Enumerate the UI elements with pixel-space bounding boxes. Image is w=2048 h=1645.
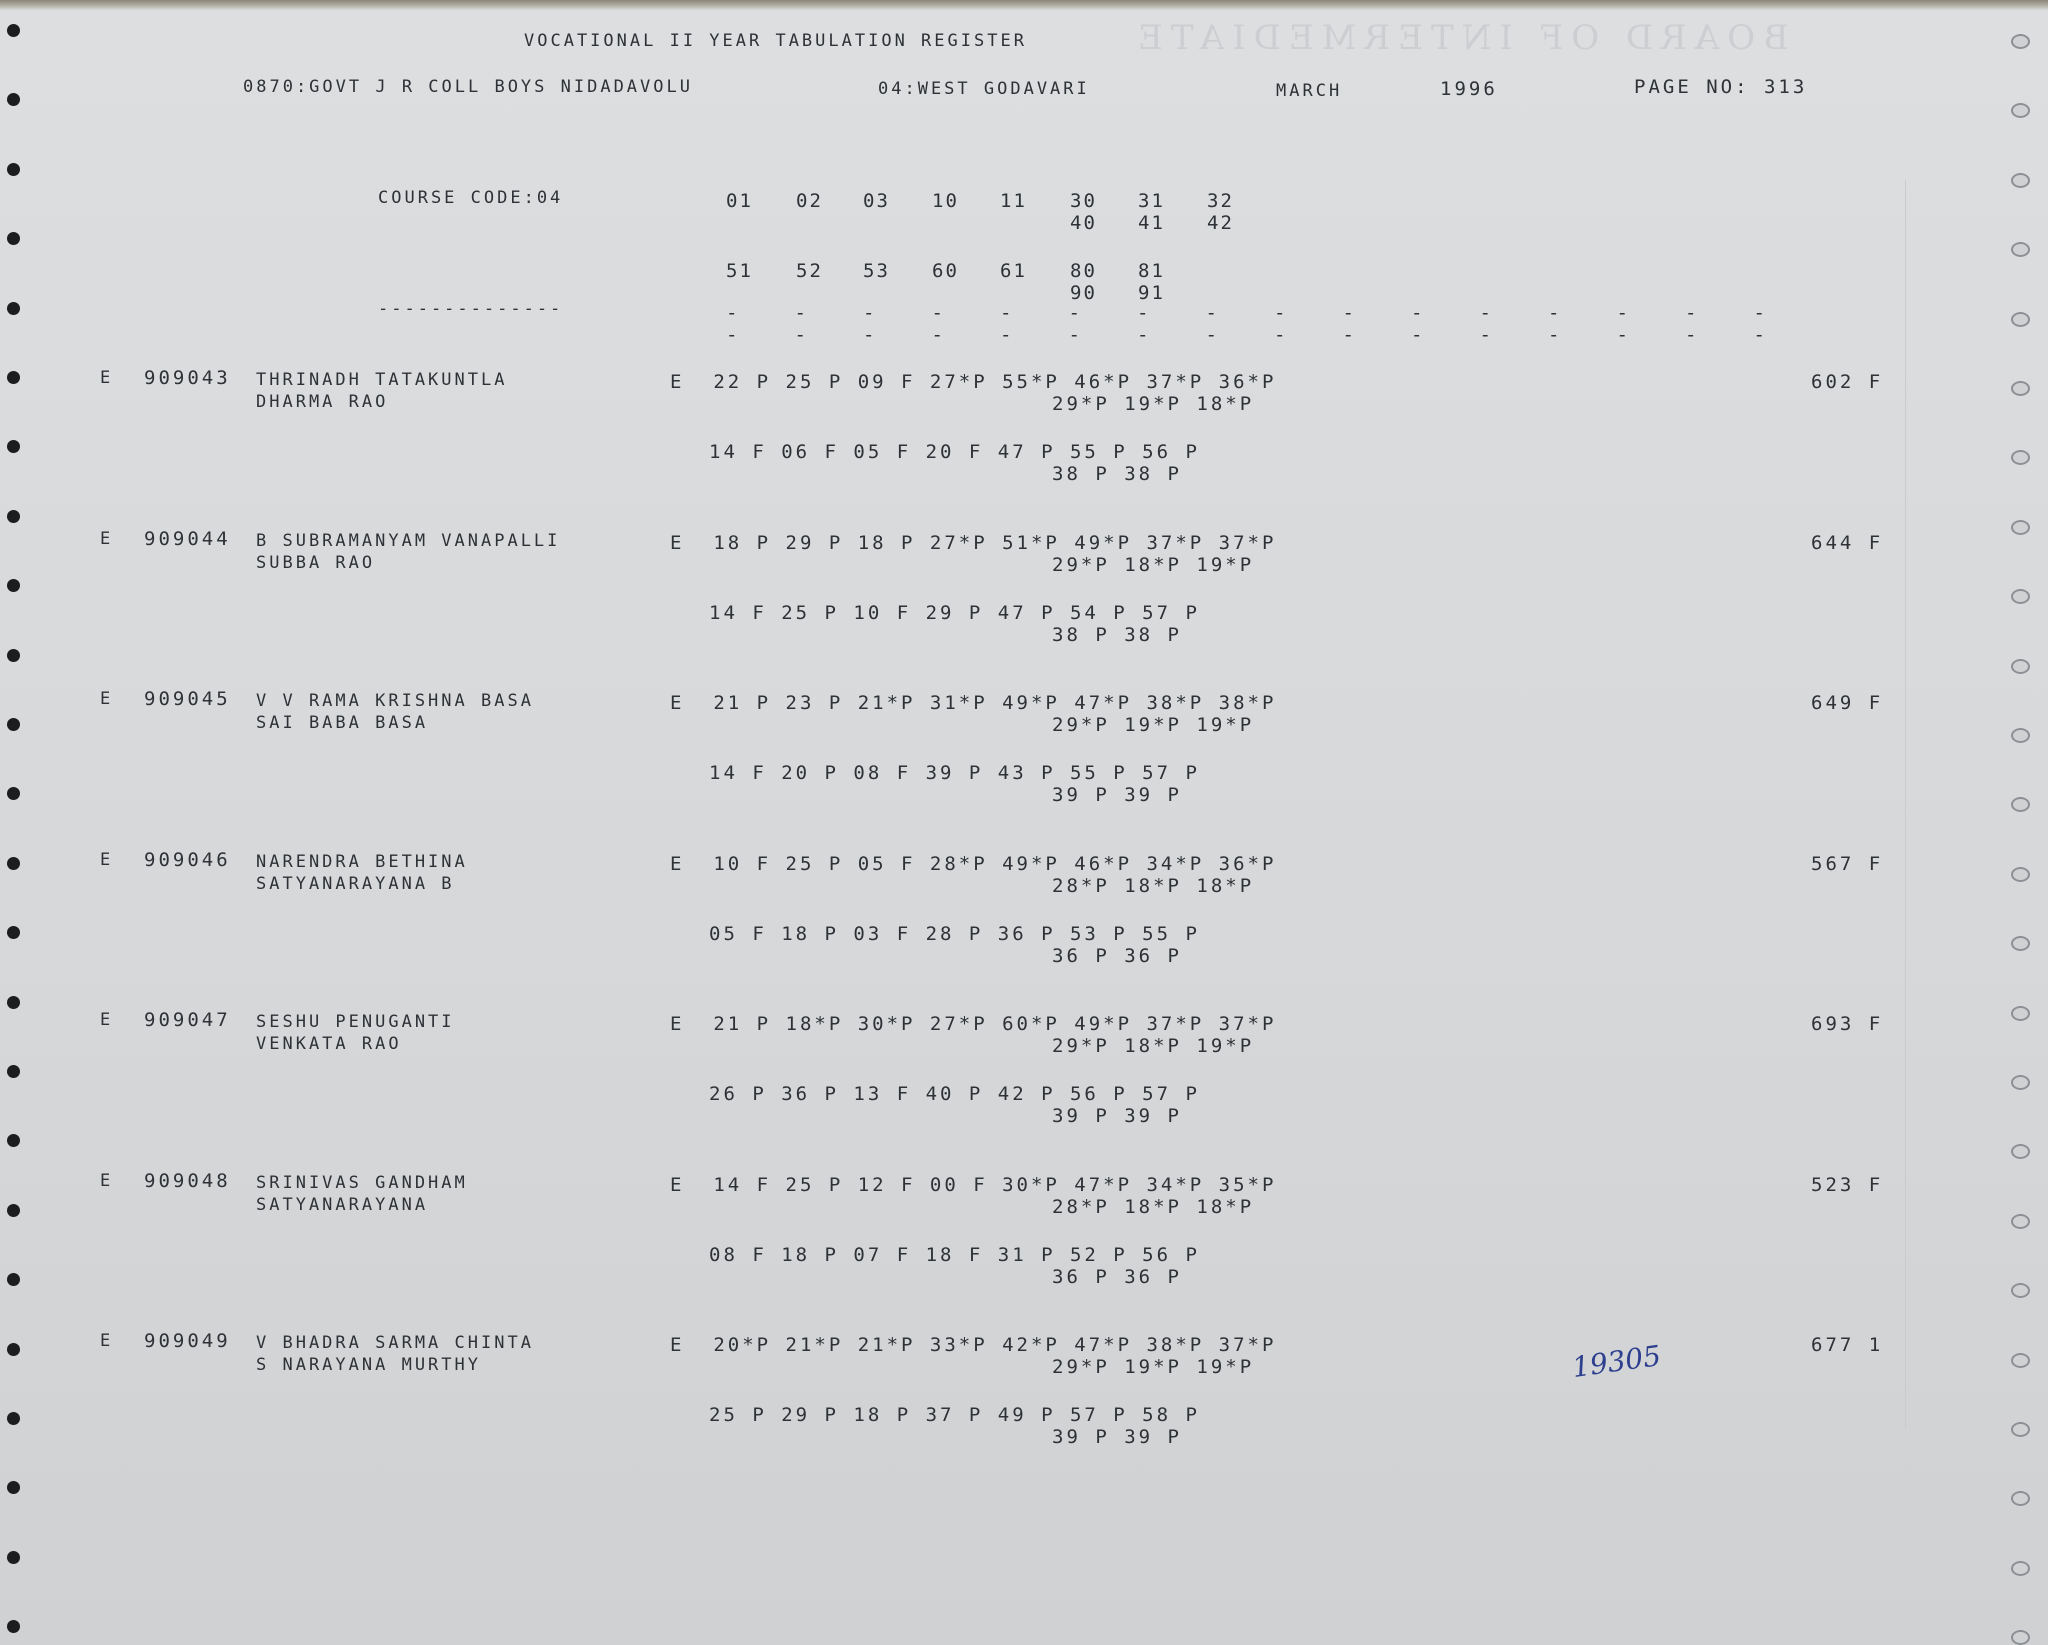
feed-hole-left [7,93,20,106]
roll-number: 909049 [144,1330,231,1352]
student-name: SESHU PENUGANTI [256,1012,455,1032]
marks-row-1-cont: 29*P 18*P 19*P [1052,1035,1255,1057]
marks-row-1: E 14 F 25 P 12 F 00 F 30*P 47*P 34*P 35*P [670,1173,1277,1196]
feed-hole-left [7,926,20,939]
roll-number: 909043 [144,367,231,389]
feed-hole-left [7,718,20,731]
column-divider-dash: -- [794,302,808,346]
student-name: V V RAMA KRISHNA BASA [256,691,534,711]
subject-code: 90 [1070,282,1097,304]
exam-month: MARCH [1276,81,1343,101]
marks-row-2-cont: 38 P 38 P [1052,623,1182,646]
bleed-through-text: BOARD OF INTERMEDIATE [1130,18,1789,58]
total-marks: 693 F [1811,1013,1884,1035]
marks-row-1: E 18 P 29 P 18 P 27*P 51*P 49*P 37*P 37*P [670,531,1277,554]
student-name: B SUBRAMANYAM VANAPALLI [256,530,561,551]
record-type: E [100,368,114,388]
subject-code: 53 [863,260,890,282]
register-title: VOCATIONAL II YEAR TABULATION REGISTER [524,31,1027,51]
marks-row-2-cont: 39 P 39 P [1052,1426,1182,1448]
total-marks: 567 F [1811,852,1884,875]
feed-hole-right [2011,1075,2030,1090]
subject-code: 01 [726,190,753,212]
total-marks: 649 F [1811,692,1884,714]
feed-hole-left [7,440,20,453]
feed-hole-right [2011,1561,2030,1576]
column-divider-dash: -- [931,302,945,346]
marks-row-2-cont: 36 P 36 P [1052,1265,1182,1288]
feed-hole-left [7,1551,20,1564]
column-divider-dash: -- [1068,302,1082,346]
feed-hole-left [7,579,20,592]
marks-row-2: 26 P 36 P 13 F 40 P 42 P 56 P 57 P [709,1083,1200,1105]
total-marks: 644 F [1811,531,1884,554]
feed-hole-left [7,1204,20,1217]
marks-row-1: E 21 P 23 P 21*P 31*P 49*P 47*P 38*P 38*P [670,692,1277,714]
student-name: SRINIVAS GANDHAM [256,1172,468,1193]
parent-name: S NARAYANA MURTHY [256,1355,481,1375]
feed-hole-right [2011,103,2030,118]
feed-hole-left [7,649,20,662]
subject-code: 60 [932,260,959,282]
subject-code: 40 [1070,212,1097,234]
column-divider-dash: -- [1000,302,1014,346]
feed-hole-right [2011,936,2030,951]
total-marks: 677 1 [1811,1334,1884,1356]
record-type: E [100,1010,114,1030]
subject-code: 30 [1070,190,1097,212]
marks-row-2-cont: 39 P 39 P [1052,1105,1182,1127]
college-name: 0870:GOVT J R COLL BOYS NIDADAVOLU [243,77,693,97]
total-marks: 523 F [1811,1173,1884,1196]
column-divider-dash: -- [1753,302,1767,346]
student-name: NARENDRA BETHINA [256,851,468,872]
marks-row-1: E 21 P 18*P 30*P 27*P 60*P 49*P 37*P 37*P [670,1013,1277,1035]
feed-hole-right [2011,1353,2030,1368]
feed-hole-right [2011,173,2030,188]
course-code: COURSE CODE:04 [378,188,564,208]
feed-hole-right [2011,450,2030,465]
subject-code: 02 [796,190,823,212]
record-type: E [100,689,114,709]
feed-hole-right [2011,1144,2030,1159]
subject-code: 61 [1000,260,1027,282]
feed-hole-right [2011,242,2030,257]
column-rule [1905,180,1906,1430]
subject-code: 11 [1000,190,1027,212]
column-divider-dash: -- [1616,302,1630,346]
feed-hole-left [7,996,20,1009]
feed-hole-left [7,1134,20,1147]
column-divider-dash: -- [1274,302,1288,346]
subject-code: 32 [1207,190,1234,212]
marks-row-2: 25 P 29 P 18 P 37 P 49 P 57 P 58 P [709,1404,1200,1426]
subject-code: 80 [1070,260,1097,282]
roll-number: 909044 [144,527,231,550]
parent-name: SATYANARAYANA B [256,873,455,894]
subject-code: 31 [1138,190,1165,212]
marks-row-2: 14 F 25 P 10 F 29 P 47 P 54 P 57 P [709,601,1200,624]
feed-hole-right [2011,1491,2030,1506]
feed-hole-right [2011,797,2030,812]
feed-hole-right [2011,1214,2030,1229]
feed-hole-right [2011,728,2030,743]
parent-name: DHARMA RAO [256,392,389,412]
column-divider-dash: -- [1685,302,1699,346]
roll-number: 909045 [144,688,231,710]
marks-row-1-cont: 28*P 18*P 18*P [1052,1195,1255,1218]
district-name: 04:WEST GODAVARI [878,79,1090,99]
parent-name: SATYANARAYANA [256,1194,429,1215]
feed-hole-right [2011,1630,2030,1645]
marks-row-1: E 10 F 25 P 05 F 28*P 49*P 46*P 34*P 36*P [670,852,1277,875]
course-underline: -------------- [378,299,564,319]
roll-number: 909047 [144,1009,231,1031]
marks-row-2-cont: 36 P 36 P [1052,944,1182,967]
feed-hole-right [2011,34,2030,49]
feed-hole-left [7,787,20,800]
marks-row-2: 14 F 06 F 05 F 20 F 47 P 55 P 56 P [709,441,1200,463]
feed-hole-left [7,371,20,384]
feed-hole-left [7,1412,20,1425]
parent-name: SUBBA RAO [256,552,376,573]
parent-name: VENKATA RAO [256,1034,402,1054]
total-marks: 602 F [1811,371,1884,393]
marks-row-1-cont: 28*P 18*P 18*P [1052,874,1255,897]
feed-hole-left [7,1065,20,1078]
feed-hole-left [7,857,20,870]
feed-hole-left [7,302,20,315]
subject-code: 91 [1138,282,1165,304]
subject-code: 10 [932,190,959,212]
feed-hole-right [2011,312,2030,327]
marks-row-1-cont: 29*P 19*P 19*P [1052,714,1255,736]
page-number: PAGE NO: 313 [1634,76,1808,98]
marks-row-1-cont: 29*P 19*P 18*P [1052,393,1255,415]
student-name: THRINADH TATAKUNTLA [256,370,508,390]
paper-top-edge [0,0,2048,10]
column-divider-dash: -- [863,302,877,346]
subject-code: 03 [863,190,890,212]
record-type: E [100,528,114,549]
marks-row-1-cont: 29*P 19*P 19*P [1052,1356,1255,1378]
feed-hole-left [7,1343,20,1356]
marks-row-1-cont: 29*P 18*P 19*P [1052,553,1255,576]
column-divider-dash: -- [1137,302,1151,346]
column-divider-dash: -- [726,302,740,346]
feed-hole-right [2011,1283,2030,1298]
roll-number: 909046 [144,848,231,871]
parent-name: SAI BABA BASA [256,713,429,733]
feed-hole-right [2011,659,2030,674]
record-type: E [100,849,114,870]
column-divider-dash: -- [1342,302,1356,346]
feed-hole-left [7,1620,20,1633]
feed-hole-left [7,163,20,176]
marks-row-2: 14 F 20 P 08 F 39 P 43 P 55 P 57 P [709,762,1200,784]
subject-code: 52 [796,260,823,282]
exam-year: 1996 [1440,78,1498,100]
handwritten-note: 19305 [1570,1338,1663,1385]
marks-row-2-cont: 38 P 38 P [1052,463,1182,485]
record-type: E [100,1331,114,1351]
feed-hole-right [2011,1422,2030,1437]
feed-hole-left [7,1273,20,1286]
feed-hole-right [2011,1006,2030,1021]
marks-row-2-cont: 39 P 39 P [1052,784,1182,806]
subject-code: 51 [726,260,753,282]
feed-hole-left [7,510,20,523]
feed-hole-right [2011,589,2030,604]
student-name: V BHADRA SARMA CHINTA [256,1333,534,1353]
marks-row-1: E 22 P 25 P 09 F 27*P 55*P 46*P 37*P 36*P [670,371,1277,393]
subject-code: 81 [1138,260,1165,282]
feed-hole-right [2011,867,2030,882]
roll-number: 909048 [144,1169,231,1192]
feed-hole-left [7,24,20,37]
record-type: E [100,1170,114,1191]
column-divider-dash: -- [1548,302,1562,346]
feed-hole-right [2011,381,2030,396]
marks-row-2: 08 F 18 P 07 F 18 F 31 P 52 P 56 P [709,1243,1200,1266]
marks-row-2: 05 F 18 P 03 F 28 P 36 P 53 P 55 P [709,922,1200,945]
column-divider-dash: -- [1411,302,1425,346]
column-divider-dash: -- [1479,302,1493,346]
subject-code: 41 [1138,212,1165,234]
feed-hole-right [2011,520,2030,535]
feed-hole-left [7,232,20,245]
marks-row-1: E 20*P 21*P 21*P 33*P 42*P 47*P 38*P 37*P [670,1334,1277,1356]
subject-code: 42 [1207,212,1234,234]
feed-hole-left [7,1481,20,1494]
column-divider-dash: -- [1205,302,1219,346]
